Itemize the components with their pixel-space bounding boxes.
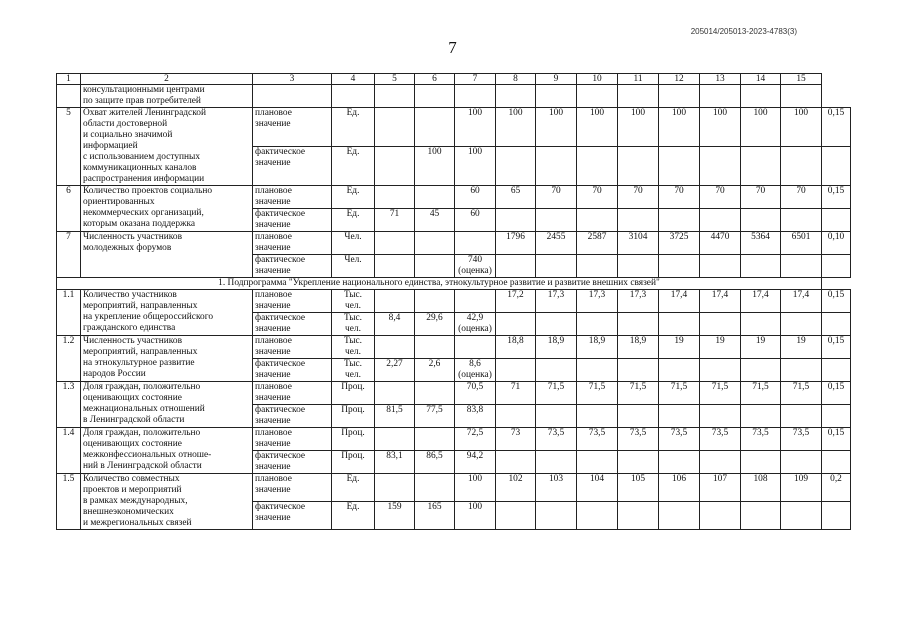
- value-cell: 100: [781, 108, 822, 147]
- value-cell: [375, 186, 415, 209]
- column-header: 9: [536, 74, 577, 85]
- value-cell: [455, 336, 496, 359]
- value-cell: [536, 255, 577, 278]
- weight-cell: [822, 147, 851, 186]
- value-cell: [536, 209, 577, 232]
- value-cell: [415, 428, 455, 451]
- value-cell: [536, 147, 577, 186]
- value-cell: [659, 209, 700, 232]
- value-cell: 73,5: [659, 428, 700, 451]
- value-cell: [577, 405, 618, 428]
- value-cell: 159: [375, 502, 415, 530]
- value-cell: [577, 359, 618, 382]
- column-header: 8: [496, 74, 536, 85]
- value-cell: 73,5: [700, 428, 741, 451]
- value-type: плановое значение: [253, 108, 332, 147]
- unit-cell: Ед.: [332, 209, 375, 232]
- value-cell: 100: [415, 147, 455, 186]
- weight-cell: [822, 451, 851, 474]
- column-header: 2: [81, 74, 253, 85]
- value-cell: 70: [741, 186, 781, 209]
- value-cell: [741, 502, 781, 530]
- value-cell: 60: [455, 209, 496, 232]
- value-cell: 740 (оценка): [455, 255, 496, 278]
- value-cell: 71,5: [659, 382, 700, 405]
- unit-cell: Проц.: [332, 382, 375, 405]
- unit-cell: Проц.: [332, 451, 375, 474]
- value-cell: 73,5: [536, 428, 577, 451]
- unit-cell: Ед.: [332, 147, 375, 186]
- table-cell: [415, 85, 455, 108]
- value-cell: 73,5: [577, 428, 618, 451]
- weight-cell: [822, 209, 851, 232]
- section-row: [57, 278, 851, 290]
- value-cell: 100: [618, 108, 659, 147]
- value-cell: [415, 232, 455, 255]
- value-cell: 71,5: [618, 382, 659, 405]
- value-cell: [700, 451, 741, 474]
- value-cell: 83,1: [375, 451, 415, 474]
- value-cell: [375, 290, 415, 313]
- value-cell: 17,3: [536, 290, 577, 313]
- weight-cell: [822, 255, 851, 278]
- column-header: 15: [781, 74, 822, 85]
- value-cell: [781, 313, 822, 336]
- value-cell: [496, 255, 536, 278]
- value-cell: [618, 502, 659, 530]
- value-cell: 100: [455, 108, 496, 147]
- weight-cell: 0,15: [822, 186, 851, 209]
- value-cell: 19: [781, 336, 822, 359]
- value-cell: 18,8: [496, 336, 536, 359]
- value-cell: [375, 336, 415, 359]
- value-cell: 81,5: [375, 405, 415, 428]
- value-cell: [496, 359, 536, 382]
- value-cell: [618, 255, 659, 278]
- weight-cell: 0,15: [822, 382, 851, 405]
- row-number: 1.5: [57, 474, 81, 530]
- value-type: плановое значение: [253, 186, 332, 209]
- row-number: 1.4: [57, 428, 81, 474]
- value-cell: [536, 359, 577, 382]
- row-number: 5: [57, 108, 81, 186]
- value-cell: [455, 232, 496, 255]
- value-cell: 8,4: [375, 313, 415, 336]
- value-cell: [415, 290, 455, 313]
- value-cell: [536, 313, 577, 336]
- value-cell: 17,4: [741, 290, 781, 313]
- column-header: 1: [57, 74, 81, 85]
- value-cell: 100: [455, 147, 496, 186]
- weight-cell: 0,15: [822, 290, 851, 313]
- value-cell: 6501: [781, 232, 822, 255]
- indicator-name: Количество проектов социально ориентированных некоммерческих организаций, которым оказана поддержка: [81, 186, 253, 232]
- value-cell: [536, 451, 577, 474]
- value-cell: 2455: [536, 232, 577, 255]
- indicator-name: Доля граждан, положительно оценивающих состояние межконфессиональных отноше- ний в Ленинградской области: [81, 428, 253, 474]
- value-cell: [618, 405, 659, 428]
- table-header-row: [57, 74, 851, 85]
- value-cell: [659, 502, 700, 530]
- value-cell: [618, 359, 659, 382]
- value-cell: [455, 290, 496, 313]
- table-cell: [577, 85, 618, 108]
- indicator-name: консультационными центрами по защите прав потребителей: [81, 85, 253, 108]
- value-cell: 70: [618, 186, 659, 209]
- column-header: 5: [375, 74, 415, 85]
- value-cell: [781, 502, 822, 530]
- value-cell: 70: [536, 186, 577, 209]
- unit-cell: Чел.: [332, 255, 375, 278]
- table-row: [57, 428, 851, 451]
- value-cell: 71,5: [781, 382, 822, 405]
- value-cell: 73: [496, 428, 536, 451]
- column-header: 12: [659, 74, 700, 85]
- table-row: [57, 336, 851, 359]
- table-row: [57, 290, 851, 313]
- row-number: 7: [57, 232, 81, 278]
- column-header: 10: [577, 74, 618, 85]
- column-header: 13: [700, 74, 741, 85]
- value-cell: 42,9 (оценка): [455, 313, 496, 336]
- value-cell: 19: [741, 336, 781, 359]
- value-cell: [415, 186, 455, 209]
- value-cell: 83,8: [455, 405, 496, 428]
- value-cell: 71,5: [577, 382, 618, 405]
- indicator-name: Охват жителей Ленинградской области достоверной и социально значимой информацией с использованием доступных коммуникационных каналов распространения информации: [81, 108, 253, 186]
- value-cell: 65: [496, 186, 536, 209]
- value-cell: 18,9: [536, 336, 577, 359]
- value-cell: [375, 428, 415, 451]
- value-cell: [781, 451, 822, 474]
- value-cell: 109: [781, 474, 822, 502]
- column-header: 11: [618, 74, 659, 85]
- column-header: 6: [415, 74, 455, 85]
- value-cell: 70: [577, 186, 618, 209]
- value-type: фактическое значение: [253, 209, 332, 232]
- section-title: 1. Подпрограмма "Укрепление национального единства, этнокультурное развитие и развитие внешних связей": [57, 278, 822, 290]
- table-cell: [700, 85, 741, 108]
- value-cell: [415, 108, 455, 147]
- value-cell: 106: [659, 474, 700, 502]
- value-cell: [496, 209, 536, 232]
- value-cell: [700, 313, 741, 336]
- table-row: [57, 232, 851, 255]
- value-cell: [781, 255, 822, 278]
- value-cell: 4470: [700, 232, 741, 255]
- value-cell: [781, 147, 822, 186]
- value-cell: [577, 502, 618, 530]
- table-cell: [253, 85, 332, 108]
- row-number: 1.3: [57, 382, 81, 428]
- value-cell: [375, 108, 415, 147]
- unit-cell: Тыс. чел.: [332, 290, 375, 313]
- table-cell: [781, 85, 822, 108]
- value-cell: [415, 336, 455, 359]
- unit-cell: Тыс. чел.: [332, 336, 375, 359]
- value-cell: 73,5: [741, 428, 781, 451]
- value-cell: 8,6 (оценка): [455, 359, 496, 382]
- value-cell: [659, 255, 700, 278]
- table-cell: [455, 85, 496, 108]
- value-cell: 1796: [496, 232, 536, 255]
- value-type: плановое значение: [253, 428, 332, 451]
- value-cell: 71,5: [741, 382, 781, 405]
- value-cell: 71: [375, 209, 415, 232]
- value-cell: 100: [659, 108, 700, 147]
- indicator-name: Численность участников молодежных форумов: [81, 232, 253, 278]
- value-type: плановое значение: [253, 290, 332, 313]
- row-number: 1.1: [57, 290, 81, 336]
- value-cell: 102: [496, 474, 536, 502]
- value-cell: [496, 451, 536, 474]
- value-cell: [375, 382, 415, 405]
- value-cell: [415, 474, 455, 502]
- value-cell: 3725: [659, 232, 700, 255]
- page-number: 7: [448, 38, 457, 57]
- value-cell: [375, 147, 415, 186]
- value-cell: 100: [496, 108, 536, 147]
- document-number: 205014/205013-2023-4783(3): [690, 27, 797, 36]
- value-cell: 17,4: [700, 290, 741, 313]
- value-cell: [741, 147, 781, 186]
- table-cell: [659, 85, 700, 108]
- value-cell: 19: [659, 336, 700, 359]
- value-cell: 86,5: [415, 451, 455, 474]
- value-type: фактическое значение: [253, 255, 332, 278]
- value-cell: 70: [700, 186, 741, 209]
- unit-cell: Тыс. чел.: [332, 359, 375, 382]
- weight-cell: 0,15: [822, 108, 851, 147]
- value-cell: 100: [536, 108, 577, 147]
- value-cell: 71,5: [700, 382, 741, 405]
- value-cell: [659, 313, 700, 336]
- value-cell: 5364: [741, 232, 781, 255]
- value-cell: 17,3: [618, 290, 659, 313]
- weight-cell: [822, 359, 851, 382]
- value-cell: [496, 405, 536, 428]
- value-cell: 2587: [577, 232, 618, 255]
- column-header: 7: [455, 74, 496, 85]
- value-cell: 72,5: [455, 428, 496, 451]
- value-cell: 17,2: [496, 290, 536, 313]
- unit-cell: Тыс. чел.: [332, 313, 375, 336]
- value-cell: 18,9: [577, 336, 618, 359]
- indicators-table: [56, 73, 851, 530]
- column-header: 4: [332, 74, 375, 85]
- value-cell: 100: [455, 474, 496, 502]
- unit-cell: Ед.: [332, 108, 375, 147]
- value-cell: [577, 255, 618, 278]
- value-cell: [700, 502, 741, 530]
- value-cell: 100: [455, 502, 496, 530]
- unit-cell: Чел.: [332, 232, 375, 255]
- value-cell: 73,5: [781, 428, 822, 451]
- value-cell: [659, 405, 700, 428]
- value-cell: 60: [455, 186, 496, 209]
- value-cell: [700, 209, 741, 232]
- weight-cell: 0,15: [822, 336, 851, 359]
- table-cell: [496, 85, 536, 108]
- value-cell: [781, 359, 822, 382]
- value-cell: [700, 255, 741, 278]
- indicator-name: Количество участников мероприятий, направленных на укрепление общероссийского гражданского единства: [81, 290, 253, 336]
- value-cell: [577, 313, 618, 336]
- value-cell: [659, 359, 700, 382]
- value-cell: 71: [496, 382, 536, 405]
- value-cell: [659, 451, 700, 474]
- value-cell: [415, 382, 455, 405]
- table-cell: [618, 85, 659, 108]
- row-number: 1.2: [57, 336, 81, 382]
- unit-cell: Ед.: [332, 474, 375, 502]
- value-cell: 70: [781, 186, 822, 209]
- value-cell: 108: [741, 474, 781, 502]
- value-cell: 77,5: [415, 405, 455, 428]
- value-cell: [781, 405, 822, 428]
- value-cell: [415, 255, 455, 278]
- unit-cell: Проц.: [332, 428, 375, 451]
- weight-cell: 0,2: [822, 474, 851, 502]
- table-cell: [536, 85, 577, 108]
- value-cell: 17,4: [659, 290, 700, 313]
- value-cell: 94,2: [455, 451, 496, 474]
- table-row: [57, 108, 851, 147]
- value-cell: 70,5: [455, 382, 496, 405]
- value-cell: [496, 147, 536, 186]
- table-cell: [332, 85, 375, 108]
- value-cell: [741, 255, 781, 278]
- value-cell: 100: [577, 108, 618, 147]
- value-type: плановое значение: [253, 382, 332, 405]
- value-type: плановое значение: [253, 336, 332, 359]
- weight-cell: 0,10: [822, 232, 851, 255]
- column-header: 14: [741, 74, 781, 85]
- value-cell: [618, 147, 659, 186]
- value-cell: [741, 405, 781, 428]
- value-type: фактическое значение: [253, 147, 332, 186]
- value-cell: [618, 451, 659, 474]
- value-cell: [700, 359, 741, 382]
- table-row: [57, 85, 851, 108]
- table-row: [57, 382, 851, 405]
- indicator-name: Количество совместных проектов и мероприятий в рамках международных, внешнеэкономических и межрегиональных связей: [81, 474, 253, 530]
- value-cell: [375, 255, 415, 278]
- value-cell: [618, 313, 659, 336]
- value-cell: [741, 359, 781, 382]
- value-cell: 107: [700, 474, 741, 502]
- value-cell: 2,27: [375, 359, 415, 382]
- indicator-name: Численность участников мероприятий, направленных на этнокультурное развитие народов России: [81, 336, 253, 382]
- value-cell: 17,4: [781, 290, 822, 313]
- value-cell: [496, 502, 536, 530]
- value-cell: 2,6: [415, 359, 455, 382]
- row-number: 6: [57, 186, 81, 232]
- unit-cell: Ед.: [332, 502, 375, 530]
- row-number: [57, 85, 81, 108]
- value-cell: 105: [618, 474, 659, 502]
- value-cell: 103: [536, 474, 577, 502]
- value-cell: [781, 209, 822, 232]
- weight-cell: [822, 502, 851, 530]
- value-cell: [536, 405, 577, 428]
- weight-cell: 0,15: [822, 428, 851, 451]
- value-cell: [577, 451, 618, 474]
- value-cell: 100: [741, 108, 781, 147]
- value-type: плановое значение: [253, 474, 332, 502]
- value-type: фактическое значение: [253, 313, 332, 336]
- value-cell: 70: [659, 186, 700, 209]
- value-type: фактическое значение: [253, 359, 332, 382]
- value-cell: 100: [700, 108, 741, 147]
- weight-cell: [822, 405, 851, 428]
- unit-cell: Ед.: [332, 186, 375, 209]
- value-cell: [375, 232, 415, 255]
- value-cell: [741, 313, 781, 336]
- value-cell: 73,5: [618, 428, 659, 451]
- value-cell: 71,5: [536, 382, 577, 405]
- value-cell: 165: [415, 502, 455, 530]
- value-cell: [536, 502, 577, 530]
- value-cell: [700, 147, 741, 186]
- value-cell: 3104: [618, 232, 659, 255]
- value-type: плановое значение: [253, 232, 332, 255]
- value-cell: [375, 474, 415, 502]
- indicator-name: Доля граждан, положительно оценивающих состояние межнациональных отношений в Ленинградской области: [81, 382, 253, 428]
- value-cell: [700, 405, 741, 428]
- value-cell: 17,3: [577, 290, 618, 313]
- value-cell: [659, 147, 700, 186]
- value-cell: 19: [700, 336, 741, 359]
- value-cell: [618, 209, 659, 232]
- weight-cell: [822, 313, 851, 336]
- value-type: фактическое значение: [253, 451, 332, 474]
- table-cell: [375, 85, 415, 108]
- value-cell: [577, 147, 618, 186]
- table-cell: [741, 85, 781, 108]
- value-cell: [577, 209, 618, 232]
- value-cell: [496, 313, 536, 336]
- value-type: фактическое значение: [253, 502, 332, 530]
- table-row: [57, 186, 851, 209]
- value-type: фактическое значение: [253, 405, 332, 428]
- table-row: [57, 474, 851, 502]
- value-cell: [741, 451, 781, 474]
- value-cell: 29,6: [415, 313, 455, 336]
- column-header: 3: [253, 74, 332, 85]
- value-cell: 18,9: [618, 336, 659, 359]
- value-cell: 104: [577, 474, 618, 502]
- value-cell: [741, 209, 781, 232]
- value-cell: 45: [415, 209, 455, 232]
- unit-cell: Проц.: [332, 405, 375, 428]
